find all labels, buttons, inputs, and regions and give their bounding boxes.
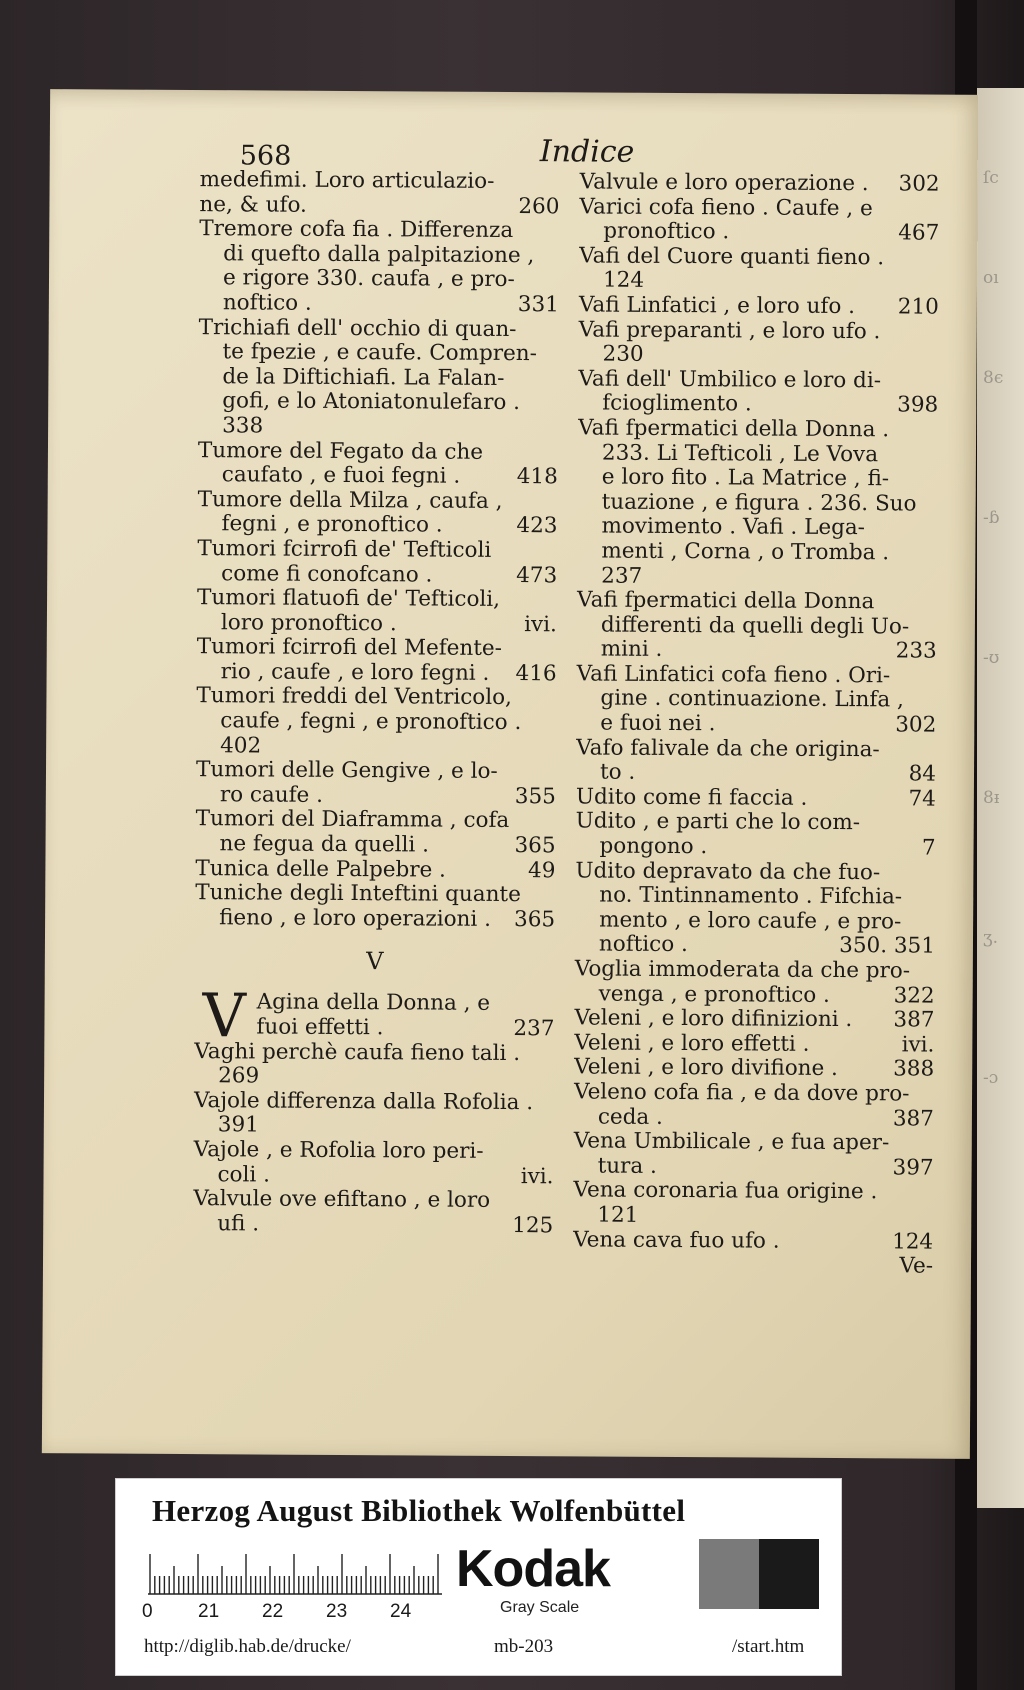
right-entry-line (576, 810, 936, 837)
start-link: /start.htm (732, 1636, 805, 1657)
entry-text: Veleni , e loro difinizioni . (574, 1005, 853, 1033)
page-reference: 331 (517, 292, 559, 318)
right-entry-line (580, 170, 940, 197)
entry-text: Valvule e loro operazione . (579, 169, 869, 197)
entry-text: 237 (601, 563, 643, 589)
right-entry-line (574, 1031, 934, 1058)
left-entry-line (200, 168, 560, 195)
entry-text: noftico . (222, 290, 312, 316)
left-entry-line (195, 857, 555, 884)
right-entry-line (579, 220, 939, 247)
right-entry-line (575, 908, 935, 935)
right-entry-line (573, 1253, 933, 1280)
gray-patch-dark (759, 1539, 819, 1609)
entry-text: Vafi Linfatici , e loro ufo . (578, 292, 856, 320)
ruler-label-21: 21 (198, 1601, 220, 1622)
page-reference: 350. 351 (839, 933, 936, 960)
v-section-start (193, 981, 555, 1239)
page-reference: 418 (516, 464, 558, 490)
entry-text: no. Tintinnamento . Fifchia- (599, 882, 903, 910)
page-reference: 49 (527, 857, 556, 883)
drop-cap: V (202, 981, 247, 1052)
right-entry-line (579, 195, 939, 222)
entry-text: menti , Corna , o Tromba . (601, 538, 890, 566)
entry-text: Vafi preparanti , e loro ufo . (578, 316, 881, 344)
page-reference: 473 (516, 562, 558, 588)
entry-text: fuoi effetti . (256, 1014, 384, 1041)
entry-text: e rigore 330. caufa , e pro- (222, 265, 515, 293)
entry-text: fieno , e loro operazioni . (219, 905, 492, 932)
right-entry-line (575, 957, 935, 984)
left-entry-line (195, 881, 555, 908)
entry-text: Udito , e parti che lo com- (575, 808, 861, 836)
left-entry-line (197, 611, 557, 638)
right-entry-line (579, 269, 939, 296)
entry-text: Vafi dell' Umbilico e loro di- (578, 366, 882, 394)
left-entry-line (196, 808, 556, 835)
page-reference: ivi. (520, 1163, 554, 1189)
entry-text: ceda . (597, 1104, 663, 1130)
entry-text: Vajole differenza dalla Rofolia . (193, 1087, 534, 1115)
right-entry-line (574, 1105, 934, 1132)
entry-text: Varici cofa fieno . Caufe , e (579, 194, 873, 221)
entry-text: Veleno cofa fia , e da dove pro- (573, 1079, 910, 1107)
page-reference: 74 (908, 786, 936, 812)
entry-text: pronoftico . (603, 218, 730, 245)
gray-patch-mid (699, 1539, 759, 1609)
v-entry-line (194, 1040, 554, 1067)
left-entry-line (197, 660, 557, 687)
left-entry-line (196, 709, 556, 736)
entry-text: rio , caufe , e loro fegni . (220, 659, 490, 686)
section-heading-v: V (366, 947, 384, 976)
entry-text: Tremore cofa fia . Differenza (199, 216, 514, 244)
page-reference: 7 (921, 835, 936, 861)
v-entry-line (194, 1138, 554, 1165)
entry-text: caufe , fegni , e pronoftico . (220, 708, 522, 736)
entry-text: Tuniche degli Inteftini quante (195, 880, 521, 908)
left-entry-line (198, 340, 558, 367)
right-entry-line (577, 515, 937, 542)
left-entry-line (198, 463, 558, 490)
entry-text: to . (599, 759, 636, 786)
entry-text: de la Diftichiafi. La Falan- (222, 363, 505, 391)
left-entry-line (197, 562, 557, 589)
entry-text: ne fegua da quelli . (219, 831, 430, 858)
v-entry-line (193, 1212, 553, 1239)
entry-text: venga , e pronoftico . (598, 981, 830, 1008)
entry-text: mini . (600, 636, 663, 663)
entry-text: fegni , e pronoftico . (221, 511, 443, 538)
right-entry-line (577, 589, 937, 616)
page-reference: Ve- (899, 1253, 934, 1279)
right-entry-line (577, 662, 937, 689)
entry-text: Tumore del Fegato da che (197, 437, 484, 465)
left-entry-line (197, 635, 557, 662)
left-entry-line (199, 193, 559, 220)
right-entry-line (578, 392, 938, 419)
entry-text: Vafo falivale da che origina- (576, 735, 880, 762)
entry-text: differenti da quelli degli Uo- (600, 612, 910, 640)
v-entry-line (195, 990, 555, 1017)
left-entry-line (199, 242, 559, 269)
entry-text: tura . (597, 1153, 657, 1179)
left-entry-line (198, 365, 558, 392)
entry-text: Tumori flatuofi de' Tefticoli, (196, 585, 501, 613)
v-entry-line (193, 1163, 553, 1190)
v-entry-line (194, 1089, 554, 1116)
entry-text: 402 (220, 732, 262, 759)
page-reference: 387 (893, 1007, 935, 1033)
ruler-label-24: 24 (390, 1601, 412, 1622)
right-entry-line (577, 539, 937, 566)
entry-text: Vajole , e Rofolia loro peri- (193, 1137, 484, 1164)
page-reference: 467 (898, 220, 940, 246)
right-entry-line (574, 1154, 934, 1181)
entry-text: Voglia immoderata da che pro- (574, 956, 911, 984)
right-entry-line (575, 933, 935, 960)
index-column-right (573, 170, 940, 1279)
entry-text: Tumore della Milza , caufa , (197, 486, 503, 514)
right-entry-line (574, 1130, 934, 1157)
page-reference: 302 (895, 712, 937, 738)
right-entry-line (578, 490, 938, 517)
page-reference: 322 (893, 982, 935, 1009)
institution-name: Herzog August Bibliothek Wolfenbüttel (152, 1493, 686, 1528)
entry-text: ufi . (217, 1210, 260, 1237)
right-entry-line (578, 343, 938, 370)
right-entries (573, 170, 940, 1279)
right-entry-line (575, 859, 935, 886)
book-page (42, 89, 978, 1459)
page-reference: 210 (897, 294, 939, 320)
entry-text: Vena cava fuo ufo . (573, 1226, 780, 1254)
left-entry-line (196, 783, 556, 810)
entry-text: 338 (222, 413, 264, 439)
right-entry-line (575, 834, 935, 861)
archive-footer-card (115, 1478, 842, 1676)
page-reference: 233 (895, 638, 937, 664)
ruler-label-22: 22 (262, 1601, 284, 1622)
entry-text: Agina della Donna , e (256, 989, 491, 1017)
entry-text: Vafi fpermatici della Donna (576, 587, 875, 615)
entry-text: e fuoi nei . (600, 710, 716, 737)
entry-text: movimento . Vafi . Lega- (601, 513, 866, 541)
entry-text: Vafi Linfatici cofa fieno . Ori- (576, 661, 891, 689)
left-entry-line (197, 537, 557, 564)
entry-text: 391 (217, 1112, 259, 1138)
entry-text: Udito depravato da che fuo- (575, 858, 881, 885)
right-entry-line (577, 564, 937, 591)
right-entry-line (576, 711, 936, 738)
shelfmark: mb-203 (494, 1636, 554, 1657)
left-entry-line (197, 586, 557, 613)
entry-text: Tumori delle Gengive , e lo- (195, 757, 498, 785)
entry-text: 121 (597, 1202, 639, 1228)
right-entry-line (576, 761, 936, 788)
right-entry-line (579, 293, 939, 320)
left-entry-line (198, 414, 558, 441)
entry-text: Veleni , e loro effetti . (574, 1030, 810, 1057)
v-entry-line (194, 1015, 554, 1042)
right-entry-line (573, 1179, 933, 1206)
left-entry-line (199, 266, 559, 293)
page-reference: 84 (908, 761, 937, 787)
entry-text: caufato , e fuoi fegni . (221, 462, 461, 489)
page-reference: 365 (514, 833, 556, 859)
left-entry-line (199, 217, 559, 244)
entry-text: Vaghi perchè caufa fieno tali . (194, 1038, 521, 1066)
kodak-logo: Kodak (456, 1540, 610, 1598)
page-reference: 365 (513, 906, 556, 933)
left-entry-line (195, 906, 555, 933)
entry-text: fcioglimento . (602, 390, 752, 417)
entry-text: Valvule ove efiftano , e loro (193, 1186, 491, 1214)
right-entry-line (575, 982, 935, 1009)
source-url: http://diglib.hab.de/drucke/ (144, 1636, 351, 1657)
entry-text: Tumori freddi del Ventricolo, (196, 683, 513, 711)
entry-text: Vena coronaria fua origine . (573, 1177, 878, 1205)
page-reference: 355 (514, 783, 556, 810)
entry-text: Veleni , e loro divifione . (574, 1054, 839, 1082)
v-entry-line (194, 1064, 554, 1091)
right-entry-line (576, 687, 936, 714)
page-reference: 398 (897, 392, 939, 418)
index-column-left (193, 168, 560, 1239)
adjacent-page-edge: ſc oı 8ϵ -ɓ -ʊ 8ᵻ ʒ. -ɔ (977, 88, 1024, 1508)
entry-text: e loro fito . La Matrice , fi- (601, 464, 890, 492)
entry-text: Udito come fi faccia . (575, 784, 808, 811)
left-entry-line (197, 512, 557, 539)
right-entry-line (578, 416, 938, 443)
page-reference: 124 (892, 1228, 934, 1255)
entry-text: te fpezie , e caufe. Compren- (222, 339, 537, 367)
entry-text: come fi conofcano . (221, 560, 433, 588)
entry-text: Tunica delle Palpebre . (195, 855, 447, 883)
measuring-ruler (148, 1551, 442, 1595)
left-entry-line (198, 488, 558, 515)
entry-text: Trichiafi dell' occhio di quan- (198, 314, 517, 342)
entry-text: Tumori fcirrofi de' Tefticoli (197, 535, 492, 563)
ruler-label-0: 0 (142, 1601, 153, 1622)
right-entry-line (574, 1056, 934, 1083)
page-number: 568 (239, 140, 292, 172)
right-entry-line (578, 441, 938, 468)
right-entry-line (577, 638, 937, 665)
left-entry-line (199, 291, 559, 318)
entry-text: gofi, e lo Atoniatonulefaro . (222, 388, 521, 416)
right-entry-line (577, 613, 937, 640)
entry-text: coli . (217, 1161, 271, 1188)
entry-text: loro pronoftico . (220, 609, 397, 636)
right-entry-line (576, 736, 936, 763)
right-entry-line (576, 785, 936, 812)
page-reference: 387 (892, 1105, 934, 1132)
page-reference: 416 (515, 660, 557, 687)
page-reference: 388 (893, 1056, 935, 1082)
right-entry-line (575, 884, 935, 911)
entry-text: Vena Umbilicale , e fua aper- (573, 1128, 890, 1156)
page-reference: 423 (516, 513, 558, 539)
entry-text: mento , e loro caufe , e pro- (599, 907, 902, 935)
entry-text: 230 (602, 341, 644, 367)
v-entry-line (193, 1187, 553, 1214)
left-entry-line (195, 832, 555, 859)
entry-text: gine . continuazione. Linfa , (600, 686, 904, 713)
left-entry-line (196, 734, 556, 761)
page-reference: ivi. (524, 611, 557, 637)
right-entry-line (579, 244, 939, 271)
entry-text: ne, & ufo. (199, 191, 307, 218)
right-entry-line (578, 367, 938, 394)
entry-text: di quefto dalla palpitazione , (223, 241, 535, 268)
right-entry-line (574, 1007, 934, 1034)
running-head: Indice (539, 134, 635, 170)
left-entry-line (199, 316, 559, 343)
entry-text: medefimi. Loro articulazio- (199, 167, 495, 194)
entry-text: pongono . (599, 833, 708, 860)
entry-text: tuazione , e figura . 236. Suo (601, 489, 917, 517)
entry-text: 269 (218, 1063, 260, 1089)
entry-text: 233. Li Tefticoli , Le Vova (601, 440, 879, 467)
right-entry-line (573, 1203, 933, 1230)
entry-text: Vafi fpermatici della Donna . (578, 415, 890, 443)
entry-text: Tumori fcirrofi del Mefente- (196, 634, 502, 662)
left-entry-line (198, 439, 558, 466)
right-entry-line (579, 318, 939, 345)
entry-text: Vafi del Cuore quanti fieno . (579, 243, 885, 271)
right-entry-line (573, 1228, 933, 1255)
ruler-label-23: 23 (326, 1601, 348, 1622)
entry-text: 124 (602, 267, 645, 294)
left-entries (195, 168, 560, 933)
page-reference: 302 (898, 171, 940, 197)
page-reference: 397 (892, 1155, 934, 1181)
v-entries (193, 981, 555, 1239)
v-entry-line (194, 1113, 554, 1140)
left-entry-line (198, 389, 558, 416)
page-reference: 260 (518, 193, 560, 219)
right-entry-line (574, 1080, 934, 1107)
page-reference: 125 (512, 1212, 554, 1239)
entry-text: noftico . (598, 931, 688, 958)
right-entry-line (578, 466, 938, 493)
left-entry-line (196, 758, 556, 785)
page-reference: ivi. (901, 1032, 935, 1058)
page-reference: 237 (513, 1016, 555, 1042)
gray-scale-label: Gray Scale (500, 1599, 580, 1616)
left-entry-line (196, 685, 556, 712)
entry-text: Tumori del Diaframma , cofa (195, 806, 510, 834)
entry-text: ro caufe . (219, 782, 324, 808)
